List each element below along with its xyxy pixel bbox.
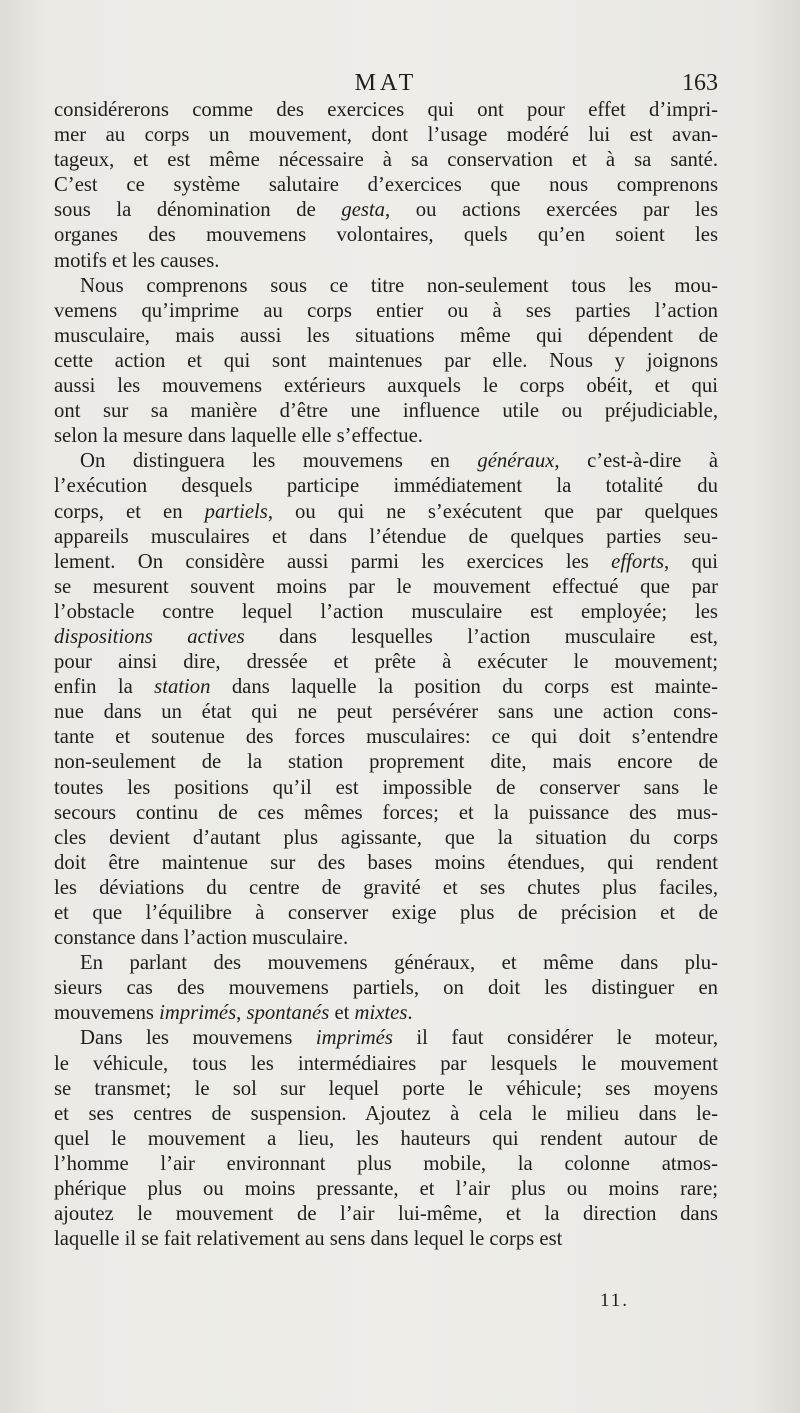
text-line: l’homme l’air environnant plus mobile, la colonne atmos-: [54, 1152, 718, 1175]
paragraph: [54, 98, 718, 274]
text-line: ont sur sa manière d’être une influence utile ou préjudiciable,: [54, 400, 718, 423]
text-line: Nous comprenons sous ce titre non-seulement tous les mou-: [80, 274, 718, 297]
text-line: et que l’équilibre à conserver exige plus de précision et de: [54, 902, 718, 924]
text-line: l’obstacle contre lequel l’action musculaire est employée; les: [54, 600, 718, 623]
text-line: toutes les positions qu’il est impossible de conserver sans le: [54, 776, 718, 799]
text-line: enfin la station dans laquelle la position du corps est mainte-: [54, 676, 718, 699]
text-line: C’est ce système salutaire d’exercices que nous comprenons: [54, 174, 718, 197]
text-line: selon la mesure dans laquelle elle s’effectue.: [54, 425, 423, 448]
text-line: pour ainsi dire, dressée et prête à exécuter le mouvement;: [54, 651, 718, 674]
text-line: sieurs cas des mouvemens partiels, on doit les distinguer en: [54, 977, 718, 1000]
text-line: On distinguera les mouvemens en généraux, c’est-à-dire à: [80, 450, 719, 473]
text-line: En parlant des mouvemens généraux, et même dans plu-: [80, 952, 718, 975]
text-line: quel le mouvement a lieu, les hauteurs qui rendent autour de: [54, 1127, 718, 1150]
text-line: cles devient d’autant plus agissante, que la situation du corps: [54, 826, 718, 849]
text-line: secours continu de ces mêmes forces; et la puissance des mus-: [54, 801, 718, 824]
text-line: phérique plus ou moins pressante, et l’air plus ou moins rare;: [54, 1178, 718, 1201]
paragraph: [54, 1026, 718, 1252]
text-line: nue dans un état qui ne peut persévérer sans une action cons-: [54, 701, 718, 724]
paragraph: [54, 274, 718, 450]
text-line: l’exécution desquels participe immédiatement la totalité du: [54, 475, 718, 498]
running-head: MAT: [354, 70, 418, 96]
text-line: organes des mouvemens volontaires, quels qu’en soient les: [54, 224, 718, 247]
signature-mark: 11.: [600, 1290, 630, 1311]
text-line: sous la dénomination de gesta, ou actions exercées par les: [54, 199, 719, 222]
text-line: non-seulement de la station proprement dite, mais encore de: [54, 751, 718, 774]
text-line: et ses centres de suspension. Ajoutez à cela le milieu dans le-: [54, 1102, 718, 1125]
text-line: se transmet; le sol sur lequel porte le véhicule; ses moyens: [54, 1077, 718, 1100]
text-line: cette action et qui sont maintenues par elle. Nous y joignons: [54, 349, 718, 372]
text-line: musculaire, mais aussi les situations même qui dépendent de: [54, 324, 718, 347]
text-line: considérerons comme des exercices qui ont pour effet d’impri-: [54, 99, 718, 121]
text-line: se mesurent souvent moins par le mouvement effectué que par: [54, 575, 718, 598]
text-line: Dans les mouvemens imprimés il faut considérer le moteur,: [80, 1027, 718, 1050]
paragraph: [54, 951, 718, 1026]
text-line: aussi les mouvemens extérieurs auxquels le corps obéit, et qui: [54, 375, 718, 398]
text-line: les déviations du centre de gravité et ses chutes plus faciles,: [54, 876, 718, 899]
paragraph: [54, 449, 718, 951]
text-line: ajoutez le mouvement de l’air lui-même, et la direction dans: [54, 1203, 718, 1226]
text-line: mouvemens imprimés, spontanés et mixtes.: [54, 1002, 413, 1025]
text-line: constance dans l’action musculaire.: [54, 927, 349, 950]
text-line: tageux, et est même nécessaire à sa conservation et à sa santé.: [54, 149, 718, 172]
text-line: laquelle il se fait relativement au sens dans lequel le corps est: [54, 1228, 563, 1251]
text-line: vemens qu’imprime au corps entier ou à ses parties l’action: [54, 299, 718, 322]
text-line: corps, et en partiels, ou qui ne s’exécutent que par quelques: [54, 500, 718, 523]
text-line: le véhicule, tous les intermédiaires par lesquels le mouvement: [54, 1052, 718, 1075]
text-line: dispositions actives dans lesquelles l’action musculaire est,: [54, 625, 718, 648]
page-number: 163: [682, 70, 718, 96]
text-line: mer au corps un mouvement, dont l’usage modéré lui est avan-: [54, 124, 718, 147]
text-line: lement. On considère aussi parmi les exercices les efforts, qui: [54, 550, 718, 573]
body-text: [54, 98, 718, 1252]
text-line: tante et soutenue des forces musculaires: ce qui doit s’entendre: [54, 726, 718, 749]
text-line: doit être maintenue sur des bases moins étendues, qui rendent: [54, 851, 718, 874]
text-line: appareils musculaires et dans l’étendue de quelques parties seu-: [54, 525, 718, 548]
text-line: motifs et les causes.: [54, 249, 220, 272]
